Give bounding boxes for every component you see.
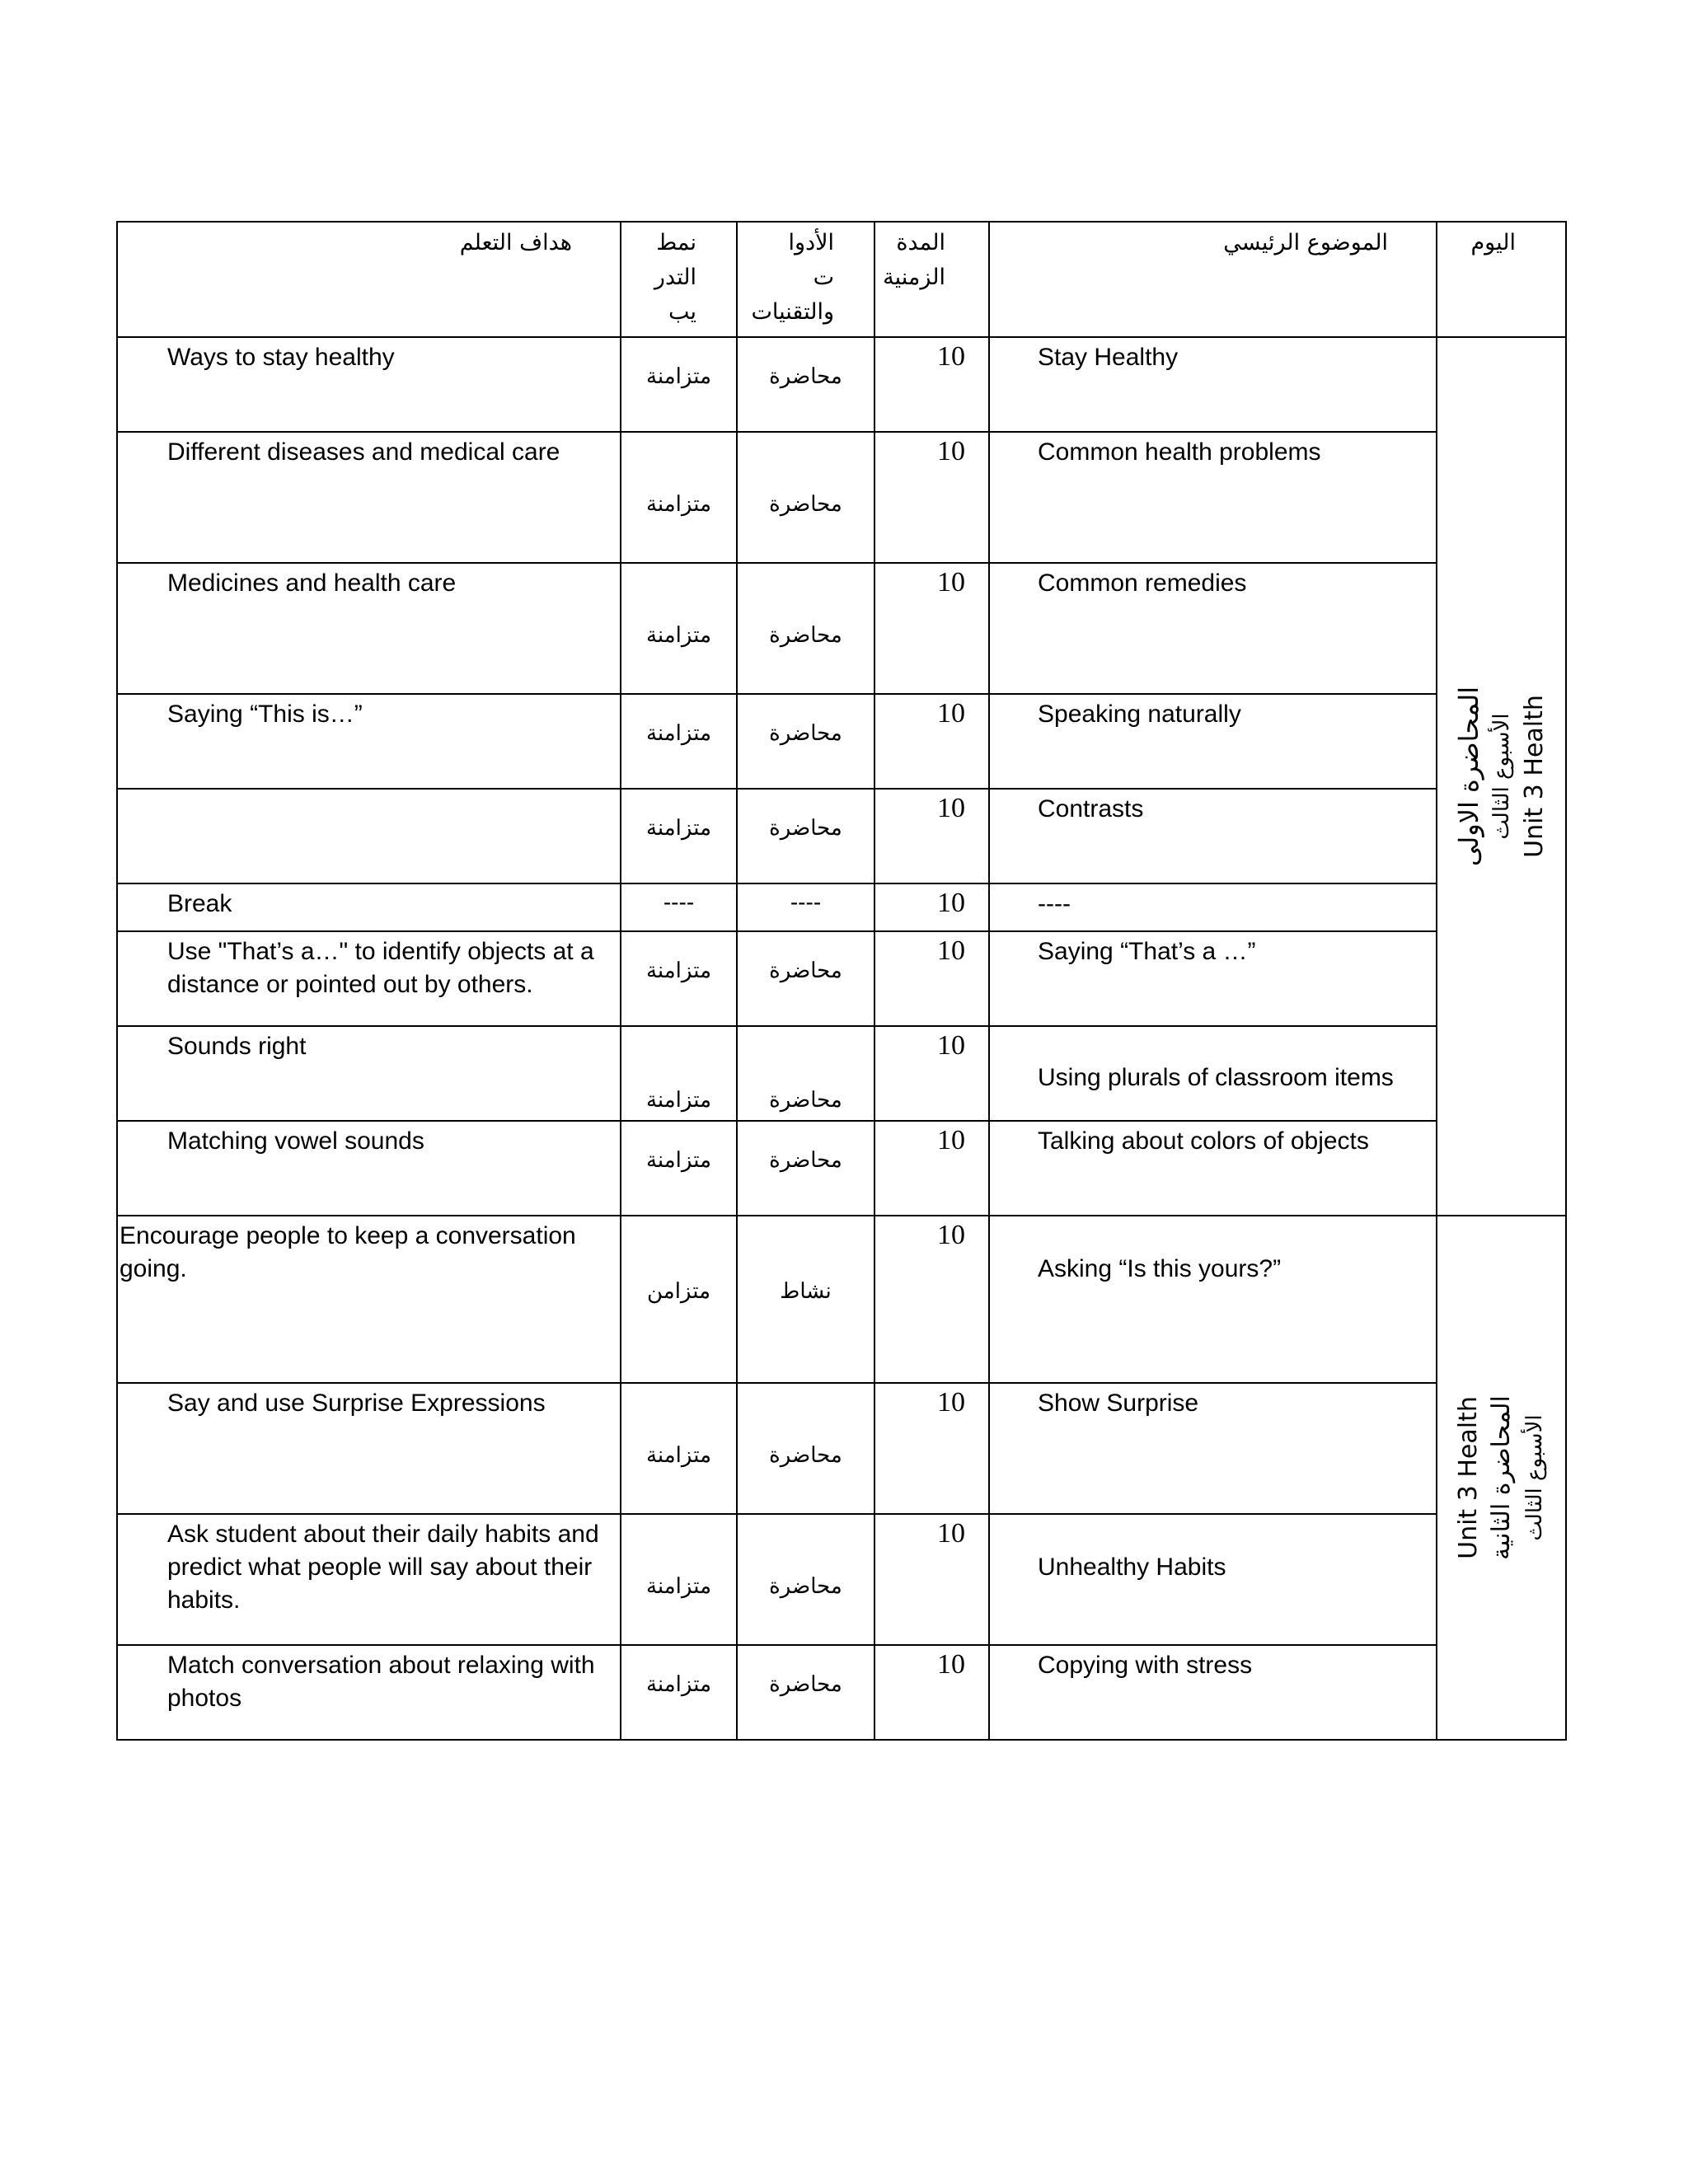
mode-cell: متزامنة	[621, 563, 737, 694]
mode-cell: متزامنة	[621, 1645, 737, 1740]
header-day: اليوم	[1437, 222, 1566, 337]
duration-cell: 10	[874, 1514, 989, 1645]
lesson-plan-table	[116, 221, 1567, 1741]
table-row	[117, 1383, 1566, 1514]
duration-cell: 10	[874, 432, 989, 563]
header-objectives: هداف التعلم	[117, 222, 621, 337]
mode-cell: متزامنة	[621, 1121, 737, 1216]
objective-text: Encourage people to keep a conversation going.	[120, 1222, 576, 1282]
day-group-2-week: الأسبوع الثالث	[1522, 1414, 1547, 1541]
mode-cell: متزامن	[621, 1216, 737, 1383]
topic-cell: Copying with stress	[989, 1645, 1437, 1740]
duration-cell: 10	[874, 1383, 989, 1514]
tools-cell: محاضرة	[737, 337, 874, 432]
objective-text: Say and use Surprise Expressions	[167, 1390, 546, 1417]
table-row	[117, 563, 1566, 694]
mode-cell: متزامنة	[621, 931, 737, 1026]
tools-cell: محاضرة	[737, 931, 874, 1026]
table-row	[117, 1121, 1566, 1216]
topic-cell: Unhealthy Habits	[989, 1514, 1437, 1645]
objective-text: Saying “This is…”	[167, 701, 363, 728]
topic-cell: ----	[989, 883, 1437, 931]
objective-text	[167, 790, 603, 793]
mode-cell: متزامنة	[621, 1383, 737, 1514]
duration-cell: 10	[874, 883, 989, 931]
objective-cell	[117, 1514, 621, 1645]
topic-cell: Stay Healthy	[989, 337, 1437, 432]
objective-text: Medicines and health care	[167, 569, 457, 597]
topic-cell: Show Surprise	[989, 1383, 1437, 1514]
table-row	[117, 432, 1566, 563]
tools-cell: محاضرة	[737, 694, 874, 789]
topic-cell: Saying “That’s a …”	[989, 931, 1437, 1026]
topic-cell: Common health problems	[989, 432, 1437, 563]
day-group-1-week: الأسبوع الثالث	[1489, 713, 1514, 840]
topic-cell: Asking “Is this yours?”	[989, 1216, 1437, 1383]
mode-cell: متزامنة	[621, 789, 737, 883]
mode-cell: متزامنة	[621, 337, 737, 432]
topic-cell: Using plurals of classroom items	[989, 1026, 1437, 1121]
tools-cell: محاضرة	[737, 432, 874, 563]
table-row	[117, 1026, 1566, 1121]
objective-cell	[117, 1026, 621, 1121]
duration-cell: 10	[874, 1645, 989, 1740]
objective-cell	[117, 694, 621, 789]
tools-cell: محاضرة	[737, 1026, 874, 1121]
tools-cell: محاضرة	[737, 563, 874, 694]
objective-text: Break	[167, 890, 232, 917]
table-row	[117, 337, 1566, 432]
objective-text: Ways to stay healthy	[167, 344, 395, 371]
objective-cell	[117, 432, 621, 563]
table-row	[117, 1514, 1566, 1645]
objective-text: Match conversation about relaxing with photos	[167, 1652, 595, 1712]
mode-cell: متزامنة	[621, 1514, 737, 1645]
tools-cell: نشاط	[737, 1216, 874, 1383]
topic-cell: Common remedies	[989, 563, 1437, 694]
mode-cell: متزامنة	[621, 432, 737, 563]
objective-cell	[117, 931, 621, 1026]
objective-cell	[117, 563, 621, 694]
day-group-1-title: المحاضرة الاولى	[1452, 686, 1484, 867]
day-group-1-label	[1452, 687, 1551, 866]
table-row	[117, 1216, 1566, 1383]
tools-cell: محاضرة	[737, 1514, 874, 1645]
table-row	[117, 694, 1566, 789]
objective-cell	[117, 1383, 621, 1514]
header-duration: المدة الزمنية	[874, 222, 989, 337]
duration-cell: 10	[874, 694, 989, 789]
mode-cell: متزامنة	[621, 694, 737, 789]
tools-cell: محاضرة	[737, 1645, 874, 1740]
objective-text: Ask student about their daily habits and predict what people will say about their habits.	[167, 1521, 599, 1614]
duration-cell: 10	[874, 789, 989, 883]
duration-cell: 10	[874, 563, 989, 694]
day-group-1	[1437, 337, 1566, 1216]
topic-cell: Speaking naturally	[989, 694, 1437, 789]
objective-text: Different diseases and medical care	[167, 438, 560, 466]
table-row	[117, 931, 1566, 1026]
mode-cell: ----	[621, 883, 737, 931]
table-row	[117, 883, 1566, 931]
day-group-2-title: المحاضرة الثانية	[1486, 1395, 1516, 1560]
tools-cell: محاضرة	[737, 1383, 874, 1514]
objective-cell	[117, 789, 621, 883]
header-mode: نمط التدر يب	[621, 222, 737, 337]
objective-cell	[117, 883, 621, 931]
day-group-2-unit: Unit 3 Health	[1453, 1396, 1483, 1559]
topic-cell: Talking about colors of objects	[989, 1121, 1437, 1216]
objective-cell	[117, 337, 621, 432]
header-topic: الموضوع الرئيسي	[989, 222, 1437, 337]
duration-cell: 10	[874, 931, 989, 1026]
tools-cell: ----	[737, 883, 874, 931]
duration-cell: 10	[874, 1121, 989, 1216]
header-row	[117, 222, 1566, 337]
day-group-1-unit: Unit 3 Health	[1519, 695, 1549, 858]
objective-cell	[117, 1645, 621, 1740]
day-group-2-label	[1452, 1395, 1551, 1560]
topic-cell: Contrasts	[989, 789, 1437, 883]
day-group-2	[1437, 1216, 1566, 1740]
objective-cell	[117, 1121, 621, 1216]
objective-text: Sounds right	[167, 1033, 307, 1060]
table-row	[117, 1645, 1566, 1740]
duration-cell: 10	[874, 1026, 989, 1121]
duration-cell: 10	[874, 337, 989, 432]
objective-text: Matching vowel sounds	[167, 1127, 424, 1155]
table-row	[117, 789, 1566, 883]
objective-cell	[117, 1216, 621, 1383]
header-tools: الأدوا ت والتقنيات	[737, 222, 874, 337]
tools-cell: محاضرة	[737, 789, 874, 883]
mode-cell: متزامنة	[621, 1026, 737, 1121]
duration-cell: 10	[874, 1216, 989, 1383]
objective-text: Use "That’s a…" to identify objects at a distance or pointed out by others.	[167, 938, 594, 998]
tools-cell: محاضرة	[737, 1121, 874, 1216]
